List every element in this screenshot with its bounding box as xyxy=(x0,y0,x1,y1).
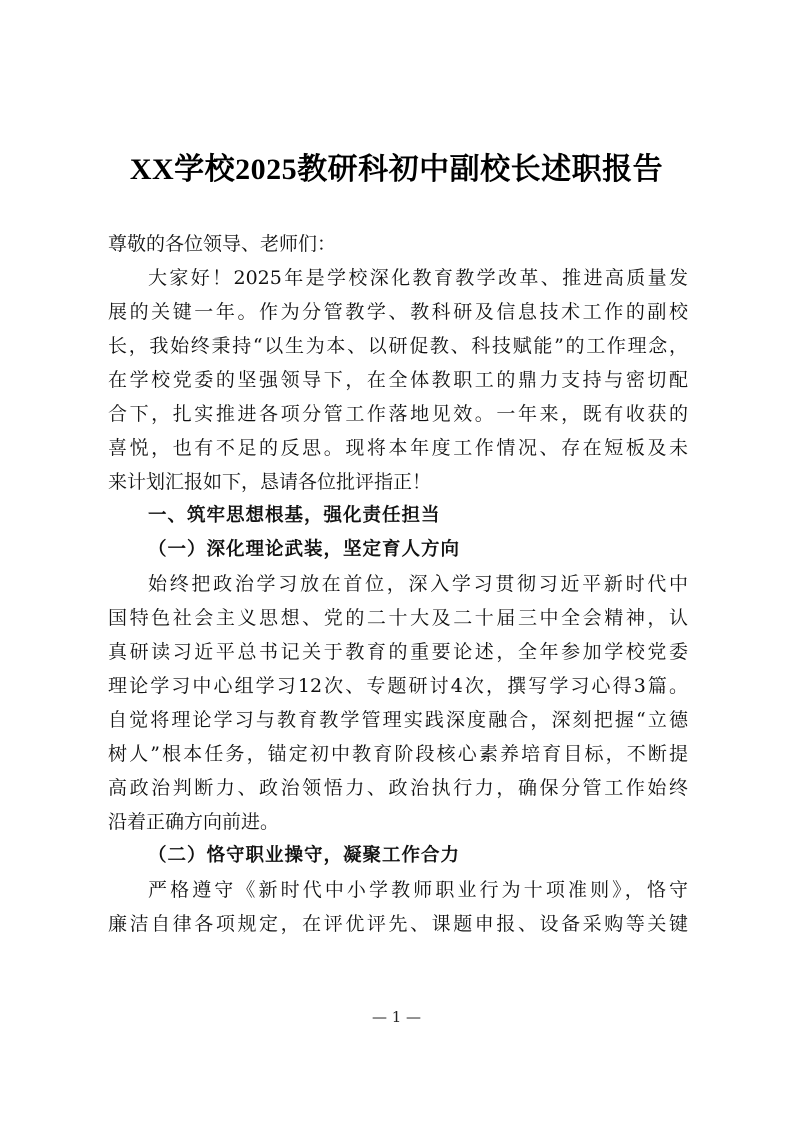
paragraph-first-line: 大家好！2025年是学校深化教育教学改革、推进高质量发 xyxy=(148,267,688,289)
body-line: 展的关键一年。作为分管教学、教科研及信息技术工作的副校 xyxy=(108,301,688,323)
paragraph-first-line: 始终把政治学习放在首位，深入学习贯彻习近平新时代中 xyxy=(148,573,688,595)
subsection-heading: （二）恪守职业操守，凝聚工作合力 xyxy=(148,845,461,866)
paragraph-last-line: 沿着正确方向前进。 xyxy=(108,811,280,833)
body-line: 喜悦，也有不足的反思。现将本年度工作情况、存在短板及未 xyxy=(108,437,688,459)
body-line: 理论学习中心组学习12次、专题研讨4次，撰写学习心得3篇。 xyxy=(108,675,688,697)
body-line: 合下，扎实推进各项分管工作落地见效。一年来，既有收获的 xyxy=(108,403,688,425)
page-number: — 1 — xyxy=(371,1008,422,1026)
body-lines xyxy=(108,261,688,941)
body-line: 真研读习近平总书记关于教育的重要论述，全年参加学校党委 xyxy=(108,641,688,663)
section-heading: 一、筑牢思想根基，强化责任担当 xyxy=(148,505,441,526)
body-line: 国特色社会主义思想、党的二十大及二十届三中全会精神，认 xyxy=(108,607,688,629)
subsection-heading: （一）深化理论武装，坚定育人方向 xyxy=(148,539,461,560)
body-line: 长，我始终秉持“以生为本、以研促教、科技赋能”的工作理念， xyxy=(108,335,688,357)
body-line: 在学校党委的坚强领导下，在全体教职工的鼎力支持与密切配 xyxy=(108,369,688,391)
paragraph-first-line: 严格遵守《新时代中小学教师职业行为十项准则》，恪守 xyxy=(148,879,688,901)
body-line: 高政治判断力、政治领悟力、政治执行力，确保分管工作始终 xyxy=(108,777,688,799)
body-line: 树人”根本任务，锚定初中教育阶段核心素养培育目标，不断提 xyxy=(108,743,688,765)
body-line: 自觉将理论学习与教育教学管理实践深度融合，深刻把握“立德 xyxy=(108,709,688,731)
paragraph-last-line: 来计划汇报如下，恳请各位批评指正！ xyxy=(108,471,432,493)
document-title: XX学校2025教研科初中副校长述职报告 xyxy=(129,153,664,186)
document-body xyxy=(108,227,688,941)
salutation: 尊敬的各位领导、老师们： xyxy=(108,233,337,255)
body-line: 廉洁自律各项规定，在评优评先、课题申报、设备采购等关键 xyxy=(108,913,688,935)
